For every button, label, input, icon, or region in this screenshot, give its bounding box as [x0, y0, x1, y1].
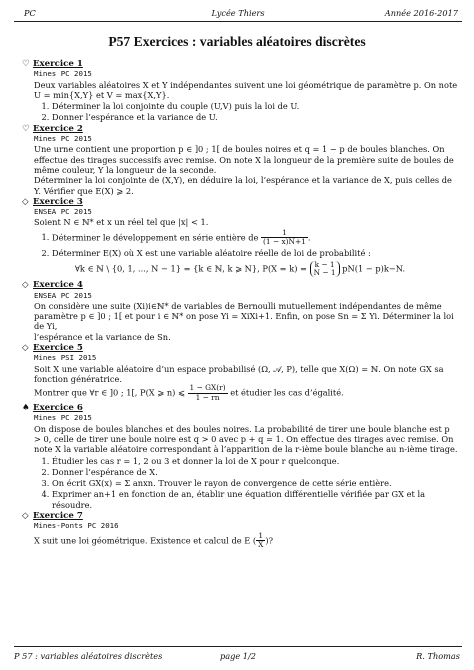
footer-left: P 57 : variables aléatoires discrètes — [14, 651, 163, 661]
spade-icon: ♠ — [22, 403, 30, 414]
heart-icon: ♡ — [22, 59, 30, 69]
binomial: k − 1 N − 1 — [310, 261, 340, 277]
exercise-source: Mines PC 2015 — [34, 69, 92, 79]
exercise-text: On considère une suite (Xi)i∈ℕ* de variables de Bernoulli mutuellement indépendantes de même paramètre p ∈ ]0 ; 1[ et pour i ∈ ℕ* on pose Yi = XiXi+1. Enfin, on pose Sn = Σ Yi. Déterminer la loi de Yi, — [34, 300, 454, 332]
exercise-4 — [22, 280, 458, 342]
exercise-2 — [22, 124, 458, 196]
exercise-text: Montrer que ∀r ∈ ]0 ; 1[, P(X ⩾ n) ⩽ $\frac{1 - GX(r)}{1 - rn}$ et étudier les cas d’égalité. — [34, 383, 344, 402]
header-left: PC — [24, 8, 36, 18]
exercise-source: Mines PC 2015 — [34, 413, 92, 423]
footer-right: R. Thomas — [416, 651, 460, 661]
exercise-1 — [22, 59, 458, 123]
diamond-icon: ◇ — [22, 511, 29, 522]
exercise-title: Exercice 6 — [33, 403, 83, 414]
question-item: 1. Déterminer le développement en série entière de $\frac{1}{(1 - x)N+1}$ . — [52, 229, 458, 247]
exercise-source: Mines-Ponts PC 2016 — [34, 521, 119, 531]
footer-rule — [14, 646, 462, 647]
question-list — [34, 229, 458, 258]
question-item: 1. Déterminer la loi conjointe du couple (U,V) puis la loi de U. — [52, 101, 458, 111]
fraction: $\frac{1}{(1 - x)N+1}$ — [263, 227, 306, 247]
exercise-text: Soient N ∈ ℕ* et x un réel tel que |x| < 1. — [34, 217, 209, 228]
question-item: 2. Donner l’espérance de X. — [52, 467, 458, 477]
exercise-title: Exercice 2 — [33, 123, 83, 134]
exercise-text: l’espérance et la variance de Sn. — [34, 331, 171, 342]
exercise-3 — [22, 197, 458, 277]
fraction: $\frac{1}{X}$ — [258, 530, 264, 550]
exercise-text: Déterminer la loi conjointe de (X,Y), en déduire la loi, l’espérance et la variance de X, puis celles de Y. Vérifier que E(X) ⩾ 2. — [34, 175, 452, 196]
exercise-title: Exercice 5 — [33, 343, 83, 354]
question-item: 2. Déterminer E(X) où X est une variable aléatoire réelle de loi de probabilité : — [52, 248, 458, 258]
page-header — [14, 6, 462, 20]
question-item: 2. Donner l’espérance et la variance de U. — [52, 112, 458, 122]
exercise-6 — [22, 403, 458, 510]
exercise-title: Exercice 3 — [33, 196, 83, 207]
fraction: $\frac{1 - GX(r)}{1 - rn}$ — [189, 383, 226, 402]
exercise-text: Deux variables aléatoires X et Y indépendantes suivent une loi géométrique de paramètre p. On note U = min{X,Y} et V = max{X,Y}. — [34, 79, 458, 100]
page-footer — [14, 648, 462, 662]
question-item: 1. Étudier les cas r = 1, 2 ou 3 et donner la loi de X pour r quelconque. — [52, 456, 458, 466]
exercise-source: Mines PSI 2015 — [34, 353, 97, 363]
exercise-text: Une urne contient une proportion p ∈ ]0 ; 1[ de boules noires et q = 1 − p de boules blanches. On effectue des tirages successifs avec remise. On note X la longueur de la première suite de boules de même couleur, Y la longueur de la seconde. — [34, 144, 454, 175]
exercise-text: Soit X une variable aléatoire d’un espace probabilisé (Ω, 𝒜, P), telle que X(Ω) = ℕ. On note GX sa fonction génératrice. — [34, 363, 444, 384]
header-right: Année 2016-2017 — [384, 8, 458, 18]
diamond-icon: ◇ — [22, 343, 29, 354]
exercise-list — [22, 58, 458, 549]
exercise-5 — [22, 343, 458, 402]
exercise-source: ENSEA PC 2015 — [34, 207, 92, 217]
question-list — [34, 101, 458, 123]
display-formula: ∀k ∈ ℕ \ {0, 1, ..., N − 1} = {k ∈ ℕ, k ⩾ N}, P(X = k) = k − 1 N − 1 pN(1 − p)k−N. — [74, 259, 406, 278]
question-item: 4. Exprimer an+1 en fonction de an, établir une équation différentielle vérifiée par GX et la résoudre. — [52, 489, 458, 510]
header-center: Lycée Thiers — [211, 8, 265, 18]
exercise-7 — [22, 511, 458, 549]
exercise-source: Mines PC 2015 — [34, 134, 92, 144]
exercise-title: Exercice 1 — [33, 59, 83, 69]
page-title: P57 Exercices : variables aléatoires discrètes — [108, 34, 366, 49]
diamond-icon: ◇ — [22, 280, 29, 291]
question-list — [34, 456, 458, 510]
footer-center: page 1/2 — [220, 651, 256, 661]
exercise-source: ENSEA PC 2015 — [34, 290, 92, 300]
exercise-title: Exercice 4 — [33, 280, 83, 291]
question-item: 3. On écrit GX(x) = Σ anxn. Trouver le rayon de convergence de cette série entière. — [52, 478, 458, 488]
diamond-icon: ◇ — [22, 196, 29, 207]
exercise-text: On dispose de boules blanches et des boules noires. La probabilité de tirer une boule blanche est p > 0, celle de tirer une boule noire est q > 0 avec p + q = 1. On effectue des tirages avec remise. On note X la variable aléatoire correspondant à l’apparition de la r-ième boule blanche au n-ième tirage. — [34, 423, 458, 455]
header-rule — [14, 21, 462, 22]
exercise-title: Exercice 7 — [33, 511, 83, 522]
heart-icon: ♡ — [22, 123, 30, 134]
exercise-text: X suit une loi géométrique. Existence et calcul de E ( $\frac{1}{X}$ )? — [34, 530, 274, 550]
